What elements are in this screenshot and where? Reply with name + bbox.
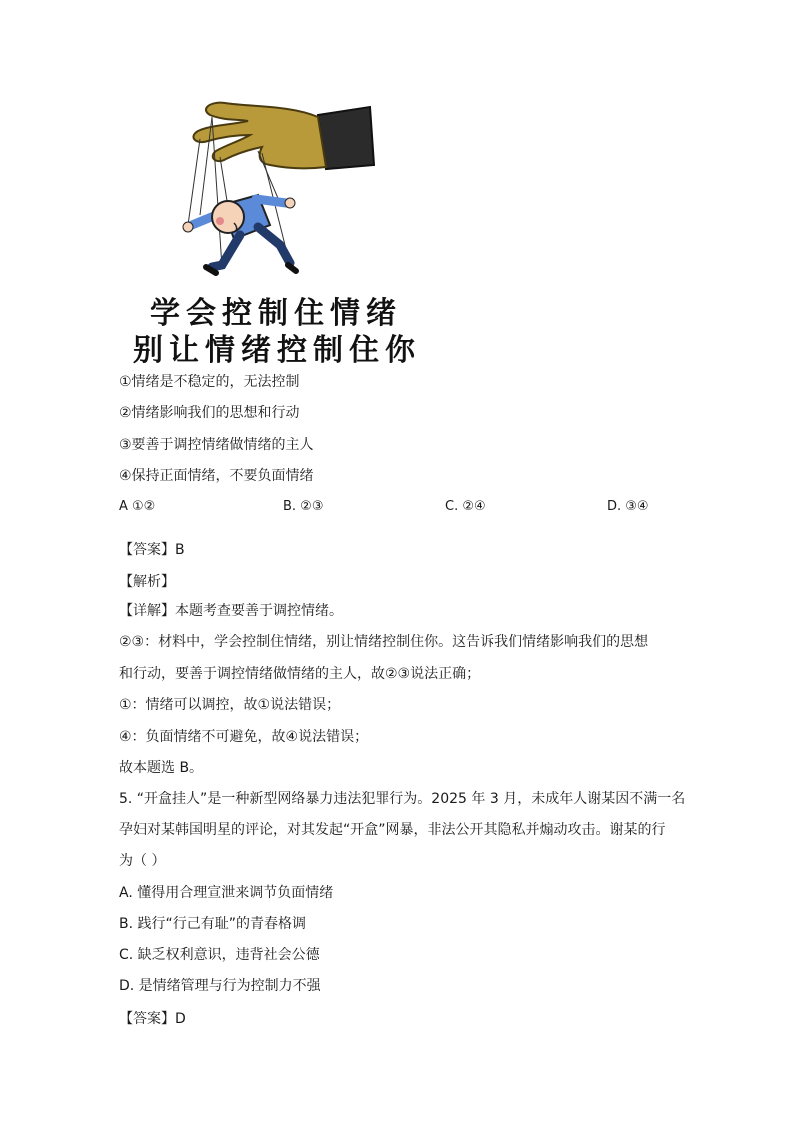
- illustration-caption-line1: 学会控制住情绪: [150, 296, 402, 331]
- puppet-head: [212, 201, 244, 233]
- statement-1: ①情绪是不稳定的，无法控制: [119, 374, 300, 390]
- q5-option-b: B. 践行“行己有耻”的青春格调: [119, 916, 307, 932]
- q5-answer: 【答案】D: [119, 1011, 186, 1027]
- statement-2: ②情绪影响我们的思想和行动: [119, 405, 300, 421]
- option-d: D. ③④: [607, 499, 649, 514]
- q4-para-2: 和行动，要善于调控情绪做情绪的主人，故②③说法正确；: [119, 666, 481, 682]
- q5-option-c: C. 缺乏权利意识，违背社会公德: [119, 947, 320, 963]
- q5-stem-2: 孕妇对某韩国明星的评论，对其发起“开盒”网暴，非法公开其隐私并煽动攻击。谢某的行: [119, 822, 666, 838]
- q4-detail: 【详解】本题考查要善于调控情绪。: [119, 603, 343, 619]
- statement-3: ③要善于调控情绪做情绪的主人: [119, 437, 314, 453]
- q5-option-a: A. 懂得用合理宣泄来调节负面情绪: [119, 885, 334, 901]
- q5-stem-3: 为（ ）: [119, 853, 166, 869]
- q4-para-3: ①：情绪可以调控，故①说法错误；: [119, 697, 341, 713]
- q4-para-5: 故本题选 B。: [119, 760, 204, 776]
- illustration-caption-line2: 别让情绪控制住你: [133, 333, 421, 368]
- q5-option-d: D. 是情绪管理与行为控制力不强: [119, 978, 321, 994]
- q4-answer: 【答案】B: [119, 542, 185, 558]
- q5-stem-1: 5. “开盒挂人”是一种新型网络暴力违法犯罪行为。2025 年 3 月，未成年人谢某因不满一名: [119, 791, 686, 807]
- option-b: B. ②③: [283, 499, 324, 514]
- q4-para-4: ④：负面情绪不可避免，故④说法错误；: [119, 729, 369, 745]
- option-a: A ①②: [119, 499, 156, 514]
- statement-4: ④保持正面情绪，不要负面情绪: [119, 468, 314, 484]
- option-c: C. ②④: [445, 499, 486, 514]
- q4-para-1: ②③：材料中，学会控制住情绪，别让情绪控制住你。这告诉我们情绪影响我们的思想: [119, 634, 649, 650]
- q4-analysis-label: 【解析】: [119, 574, 175, 590]
- sleeve-shape: [318, 107, 374, 169]
